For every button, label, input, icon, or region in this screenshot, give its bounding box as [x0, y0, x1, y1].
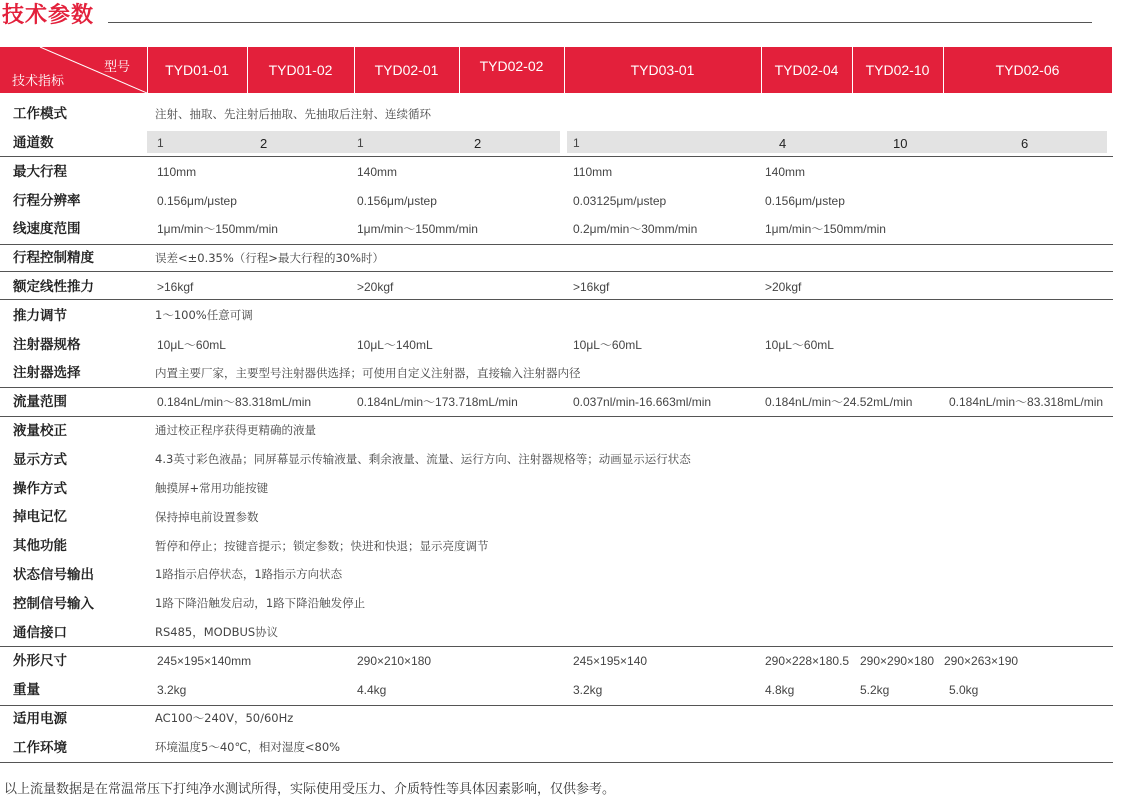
spec-value: 5.0kg [949, 683, 979, 697]
page-title: 技术参数 [2, 3, 95, 28]
model-header-cell: TYD02-06 [995, 62, 1060, 78]
spec-label: 状态信号输出 [13, 567, 94, 583]
spec-value: 内置主要厂家，主要型号注射器供选择；可使用自定义注射器，直接输入注射器内径 [155, 366, 581, 380]
spec-value: 0.037nl/min-16.663ml/min [573, 395, 712, 409]
spec-label: 通道数 [13, 135, 54, 151]
spec-value: 110mm [157, 165, 197, 179]
spec-label: 显示方式 [13, 452, 67, 468]
spec-value: 1μm/min～150mm/min [357, 222, 478, 236]
spec-value: >16kgf [573, 280, 610, 294]
spec-value: 3.2kg [573, 683, 603, 697]
spec-value: 1～100%任意可调 [155, 308, 253, 322]
spec-value: >16kgf [157, 280, 194, 294]
spec-value: AC100～240V，50/60Hz [155, 711, 294, 725]
spec-value: 1μm/min～150mm/min [157, 222, 278, 236]
spec-value: 0.03125μm/μstep [573, 194, 667, 208]
spec-value: 4.3英寸彩色液晶；同屏幕显示传输液量、剩余液量、流量、运行方向、注射器规格等；动画显示运行状态 [155, 452, 691, 466]
model-header-cell: TYD01-01 [165, 62, 229, 78]
model-header-cell: TYD02-10 [865, 62, 930, 78]
spec-label: 重量 [13, 682, 40, 698]
footnote: 以上流量数据是在常温常压下打纯净水测试所得，实际使用受压力、介质特性等具体因素影响，仅供参考。 [4, 782, 616, 797]
spec-label: 工作环境 [13, 740, 67, 756]
row-divider [0, 156, 1113, 157]
spec-label: 推力调节 [13, 308, 67, 324]
row-divider [0, 646, 1113, 647]
row-divider [0, 387, 1113, 388]
spec-value: 误差<±0.35%（行程>最大行程的30%时） [155, 251, 384, 265]
spec-value: 110mm [573, 165, 613, 179]
spec-value: 1路指示启停状态，1路指示方向状态 [155, 567, 343, 581]
spec-label: 额定线性推力 [13, 279, 94, 295]
spec-label: 通信接口 [13, 625, 67, 641]
spec-label: 最大行程 [13, 164, 67, 180]
row-divider [0, 705, 1113, 706]
spec-value: 保持掉电前设置参数 [155, 510, 259, 524]
spec-value: 290×228×180.5 [765, 654, 850, 668]
spec-value: 140mm [765, 165, 806, 179]
spec-value: 0.184nL/min～24.52mL/min [765, 395, 913, 409]
spec-label: 线速度范围 [13, 221, 81, 237]
spec-value: 触摸屏+常用功能按键 [155, 481, 269, 495]
table-header [0, 47, 1112, 93]
spec-value: 0.2μm/min～30mm/min [573, 222, 698, 236]
spec-label: 液量校正 [13, 423, 67, 439]
spec-label: 行程分辨率 [13, 193, 81, 209]
spec-label: 注射器选择 [13, 365, 81, 381]
spec-value: 2 [260, 136, 268, 151]
corner-label-spec: 技术指标 [12, 74, 65, 89]
spec-value: 2 [474, 136, 482, 151]
spec-value: 290×290×180 [860, 654, 935, 668]
corner-label-model: 型号 [104, 60, 131, 75]
spec-value: 注射、抽取、先注射后抽取、先抽取后注射、连续循环 [155, 107, 431, 121]
row-divider [0, 244, 1113, 245]
spec-value: 5.2kg [860, 683, 890, 697]
row-divider [0, 416, 1113, 417]
spec-value: 4.8kg [765, 683, 795, 697]
model-header-cell: TYD02-04 [774, 62, 839, 78]
spec-value: 1 [357, 136, 364, 150]
row-divider [0, 762, 1113, 763]
spec-value: 1 [157, 136, 164, 150]
spec-label: 控制信号输入 [13, 596, 94, 612]
title-divider [108, 22, 1092, 23]
row-divider [0, 271, 1113, 272]
spec-label: 注射器规格 [13, 337, 81, 353]
spec-label: 流量范围 [13, 394, 67, 410]
header-corner-cell [0, 47, 147, 93]
spec-value: 3.2kg [157, 683, 187, 697]
spec-value: 10μL～60mL [157, 338, 226, 352]
spec-label: 行程控制精度 [13, 250, 94, 266]
spec-value: 0.156μm/μstep [765, 194, 845, 208]
spec-value: 290×263×190 [944, 654, 1019, 668]
spec-value: 1μm/min～150mm/min [765, 222, 886, 236]
spec-label: 适用电源 [13, 711, 67, 727]
spec-value: 4.4kg [357, 683, 387, 697]
channel-band [147, 131, 560, 153]
spec-value: 0.184nL/min～173.718mL/min [357, 395, 518, 409]
spec-label: 其他功能 [13, 538, 67, 554]
spec-value: 环境温度5～40℃，相对湿度<80% [155, 740, 341, 754]
spec-value: 1路下降沿触发启动，1路下降沿触发停止 [155, 596, 366, 610]
spec-value: 10μL～60mL [573, 338, 642, 352]
spec-value: 10μL～140mL [357, 338, 433, 352]
model-header-cell: TYD02-02 [479, 58, 544, 74]
spec-value: 1 [573, 136, 580, 150]
spec-value: 10 [893, 136, 908, 151]
spec-value: 暂停和停止；按键音提示；锁定参数；快进和快退；显示亮度调节 [155, 539, 489, 553]
spec-value: 4 [779, 136, 787, 151]
spec-value: 通过校正程序获得更精确的液量 [155, 423, 316, 437]
spec-value: 245×195×140 [573, 654, 648, 668]
spec-value: >20kgf [357, 280, 394, 294]
spec-value: 6 [1021, 136, 1029, 151]
spec-value: 0.184nL/min～83.318mL/min [949, 395, 1104, 409]
model-header-cell: TYD01-02 [268, 62, 333, 78]
spec-value: 140mm [357, 165, 398, 179]
spec-value: 0.156μm/μstep [157, 194, 237, 208]
spec-value: >20kgf [765, 280, 802, 294]
spec-label: 工作模式 [13, 106, 67, 122]
spec-value: 10μL～60mL [765, 338, 834, 352]
spec-value: 245×195×140mm [157, 654, 252, 668]
spec-label: 操作方式 [13, 481, 67, 497]
spec-label: 掉电记忆 [13, 509, 67, 525]
spec-value: 0.156μm/μstep [357, 194, 437, 208]
row-divider [0, 299, 1113, 300]
model-header-cell: TYD02-01 [374, 62, 439, 78]
spec-value: 290×210×180 [357, 654, 432, 668]
spec-label: 外形尺寸 [13, 653, 67, 669]
spec-value: 0.184nL/min～83.318mL/min [157, 395, 312, 409]
spec-value: RS485，MODBUS协议 [155, 625, 279, 639]
model-header-cell: TYD03-01 [630, 62, 695, 78]
